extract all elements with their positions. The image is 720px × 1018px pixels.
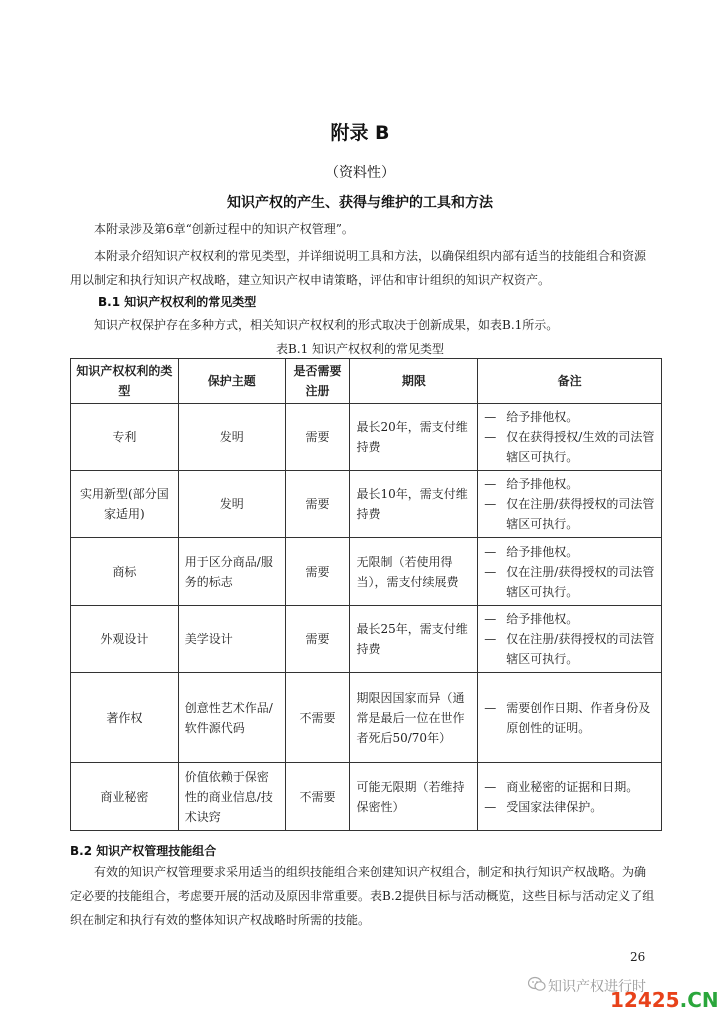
- page-number: 26: [630, 950, 646, 964]
- intro-paragraph-2: 本附录介绍知识产权权利的常见类型，并详细说明工具和方法，以确保组织内部有适当的技能组合和资源用以制定和执行知识产权战略，建立知识产权申请策略，评估和审计组织的知识产权资产。: [70, 249, 647, 287]
- cell-register: 需要: [285, 404, 350, 471]
- cell-type: 著作权: [71, 673, 179, 763]
- section-b2-title: B.2 知识产权管理技能组合: [70, 844, 217, 858]
- cell-notes: — 给予排他权。 — 仅在注册/获得授权的司法管辖区可执行。: [478, 471, 662, 538]
- cell-notes: — 给予排他权。 — 仅在注册/获得授权的司法管辖区可执行。: [478, 606, 662, 673]
- cell-term: 可能无限期（若维持保密性）: [350, 763, 478, 831]
- note-item: 仅在注册/获得授权的司法管辖区可执行。: [506, 632, 655, 666]
- table-header-row: [71, 359, 662, 404]
- cell-notes: — 给予排他权。 — 仅在注册/获得授权的司法管辖区可执行。: [478, 538, 662, 606]
- cell-register: 不需要: [285, 673, 350, 763]
- header-notes: 备注: [478, 359, 662, 404]
- cell-subject: 价值依赖于保密性的商业信息/技术诀窍: [178, 763, 285, 831]
- cell-term: 期限因国家而异（通常是最后一位在世作者死后50/70年）: [350, 673, 478, 763]
- section-b1-title: B.1 知识产权权利的常见类型: [98, 295, 257, 309]
- cell-term: 最长20年，需支付维持费: [350, 404, 478, 471]
- table-row: [71, 606, 662, 673]
- cell-register: 需要: [285, 606, 350, 673]
- appendix-subtitle: （资料性）: [325, 165, 395, 181]
- intro-paragraph-1: 本附录涉及第6章“创新过程中的知识产权管理”。: [94, 222, 354, 236]
- appendix-title: 附录 B: [330, 122, 390, 144]
- note-item: 需要创作日期、作者身份及原创性的证明。: [506, 700, 651, 735]
- cell-term: 最长10年，需支付维持费: [350, 471, 478, 538]
- note-item: 仅在注册/获得授权的司法管辖区可执行。: [506, 564, 655, 599]
- note-item: 商业秘密的证据和日期。: [506, 779, 639, 794]
- cell-notes: — 商业秘密的证据和日期。 — 受国家法律保护。: [478, 763, 662, 831]
- header-type: 知识产权权利的类型: [71, 359, 179, 404]
- table-caption: 表B.1 知识产权权利的常见类型: [275, 342, 445, 356]
- cell-subject: 用于区分商品/服务的标志: [178, 538, 285, 606]
- section-b2-text: 有效的知识产权管理要求采用适当的组织技能组合来创建知识产权组合，制定和执行知识产权战略。为确定必要的技能组合，考虑要开展的活动及原因非常重要。表B.2提供目标与活动概览，这些目标与活动定义了组织在制定和执行有效的整体知识产权战略时所需的技能。: [70, 865, 655, 927]
- note-item: 受国家法律保护。: [506, 799, 603, 814]
- cell-type: 外观设计: [71, 606, 179, 673]
- table-row: [71, 404, 662, 471]
- cell-type: 实用新型(部分国家适用): [71, 471, 179, 538]
- cell-subject: 创意性艺术作品/ 软件源代码: [178, 673, 285, 763]
- note-item: 给予排他权。: [506, 544, 579, 559]
- appendix-main-title: 知识产权的产生、获得与维护的工具和方法: [227, 195, 493, 211]
- watermark-text: 知识产权进行时: [548, 979, 646, 995]
- table-row: [71, 673, 662, 763]
- header-register: 是否需要注册: [285, 359, 350, 404]
- cell-type: 商标: [71, 538, 179, 606]
- table-row: [71, 763, 662, 831]
- cell-term: 最长25年，需支付维持费: [350, 606, 478, 673]
- site-watermark: [610, 988, 719, 1012]
- site-watermark-number: 12425: [610, 988, 680, 1012]
- site-watermark-suffix: .CN: [679, 988, 719, 1012]
- note-item: 给予排他权。: [506, 410, 579, 424]
- cell-register: 需要: [285, 538, 350, 606]
- wechat-icon: [528, 976, 546, 992]
- cell-type: 专利: [71, 404, 179, 471]
- cell-notes: — 需要创作日期、作者身份及原创性的证明。: [478, 673, 662, 763]
- section-b1-text: 知识产权保护存在多种方式，相关知识产权权利的形式取决于创新成果，如表B.1所示。: [94, 318, 559, 332]
- cell-subject: 发明: [178, 404, 285, 471]
- header-subject: 保护主题: [178, 359, 285, 404]
- note-item: 仅在注册/获得授权的司法管辖区可执行。: [506, 497, 655, 531]
- note-item: 给予排他权。: [506, 477, 579, 491]
- cell-register: 不需要: [285, 763, 350, 831]
- cell-type: 商业秘密: [71, 763, 179, 831]
- cell-term: 无限制（若使用得当），需支付续展费: [350, 538, 478, 606]
- cell-subject: 发明: [178, 471, 285, 538]
- table-row: [71, 538, 662, 606]
- note-item: 仅在获得授权/生效的司法管辖区可执行。: [506, 430, 655, 464]
- cell-subject: 美学设计: [178, 606, 285, 673]
- cell-register: 需要: [285, 471, 350, 538]
- table-row: [71, 471, 662, 538]
- ip-types-table: [70, 358, 662, 831]
- note-item: 给予排他权。: [506, 612, 579, 626]
- header-term: 期限: [350, 359, 478, 404]
- cell-notes: — 给予排他权。 — 仅在获得授权/生效的司法管辖区可执行。: [478, 404, 662, 471]
